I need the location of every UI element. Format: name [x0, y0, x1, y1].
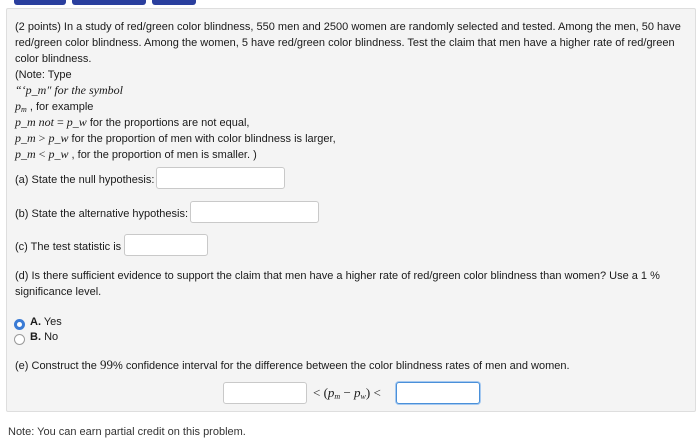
alternative-hypothesis-input[interactable]	[190, 201, 319, 223]
ex1-rhs: p_w	[66, 115, 87, 129]
example-smaller	[15, 146, 257, 163]
test-statistic-input[interactable]	[124, 234, 208, 256]
part-d-line-1: (d) Is there sufficient evidence to support the claim that men have a higher rate of red/green color blindness than women? Use a 1 %	[15, 270, 660, 282]
partial-credit-note: Note: You can earn partial credit on this problem.	[8, 426, 246, 438]
part-e-confidence: 99	[99, 357, 113, 372]
ci-minus: −	[340, 385, 355, 400]
part-b-label: (b) State the alternative hypothesis:	[15, 208, 189, 220]
ci-p1: p	[327, 385, 335, 400]
problem-panel	[6, 8, 696, 412]
pm-symbol: p	[15, 99, 21, 113]
ci-sub-m: m	[334, 392, 341, 401]
ex3-op: <	[35, 147, 49, 161]
ci-lower-input[interactable]	[223, 382, 307, 404]
ex3-lhs: p_m	[15, 147, 36, 161]
intro-line-2: red/green color blindness. Among the women, 5 have red/green color blindness. Test the claim that men have a higher rate of red/green	[15, 37, 675, 49]
ex2-op: >	[35, 131, 49, 145]
example-suffix: , for example	[26, 101, 94, 113]
option-yes-text: Yes	[43, 316, 62, 328]
symbol-line: “‘p_m″ for the symbol	[15, 83, 123, 97]
intro-line-3: color blindness.	[15, 53, 92, 65]
part-a-label: (a) State the null hypothesis:	[15, 174, 155, 186]
null-hypothesis-input[interactable]	[156, 167, 285, 189]
ci-expression	[313, 385, 381, 401]
example-not-equal	[15, 114, 249, 131]
ci-upper-input[interactable]	[396, 382, 480, 404]
ex3-text: , for the proportion of men is smaller. )	[68, 149, 257, 161]
intro-line-1: (2 points) In a study of red/green color blindness, 550 men and 2500 women are randomly selected and tested. Among the men, 50 have	[15, 21, 681, 33]
part-e-post: % confidence interval for the difference between the color blindness rates of men and women.	[112, 360, 570, 372]
toolbar-button-1[interactable]	[14, 0, 66, 5]
ci-lt-left: < (	[313, 385, 328, 400]
example-larger	[15, 130, 336, 147]
part-e-label	[15, 357, 570, 374]
ex1-lhs: p_m not	[15, 115, 54, 129]
part-d-line-2: significance level.	[15, 286, 102, 298]
ci-lt-right: ) <	[365, 385, 381, 400]
option-no-label[interactable]	[30, 331, 58, 343]
option-yes-label[interactable]	[30, 316, 62, 328]
option-no-radio[interactable]	[14, 334, 25, 345]
toolbar-button-3[interactable]	[152, 0, 196, 5]
ex2-lhs: p_m	[15, 131, 36, 145]
ex1-text: for the proportions are not equal,	[86, 117, 250, 129]
ex3-rhs: p_w	[48, 147, 69, 161]
option-yes-key: A.	[30, 316, 41, 328]
pm-subscript: m	[21, 105, 27, 114]
ci-p2: p	[354, 385, 361, 400]
ex2-text: for the proportion of men with color blindness is larger,	[68, 133, 336, 145]
option-yes-radio[interactable]	[14, 319, 25, 330]
top-toolbar	[0, 0, 700, 6]
ex2-rhs: p_w	[48, 131, 69, 145]
option-no-text: No	[44, 331, 59, 343]
ci-sub-w: w	[360, 392, 366, 401]
option-no-key: B.	[30, 331, 41, 343]
toolbar-button-2[interactable]	[72, 0, 146, 5]
note-header: (Note: Type	[15, 69, 72, 81]
ex1-eq: =	[54, 115, 67, 129]
part-c-label: (c) The test statistic is	[15, 241, 122, 253]
part-e-pre: (e) Construct the	[15, 360, 100, 372]
